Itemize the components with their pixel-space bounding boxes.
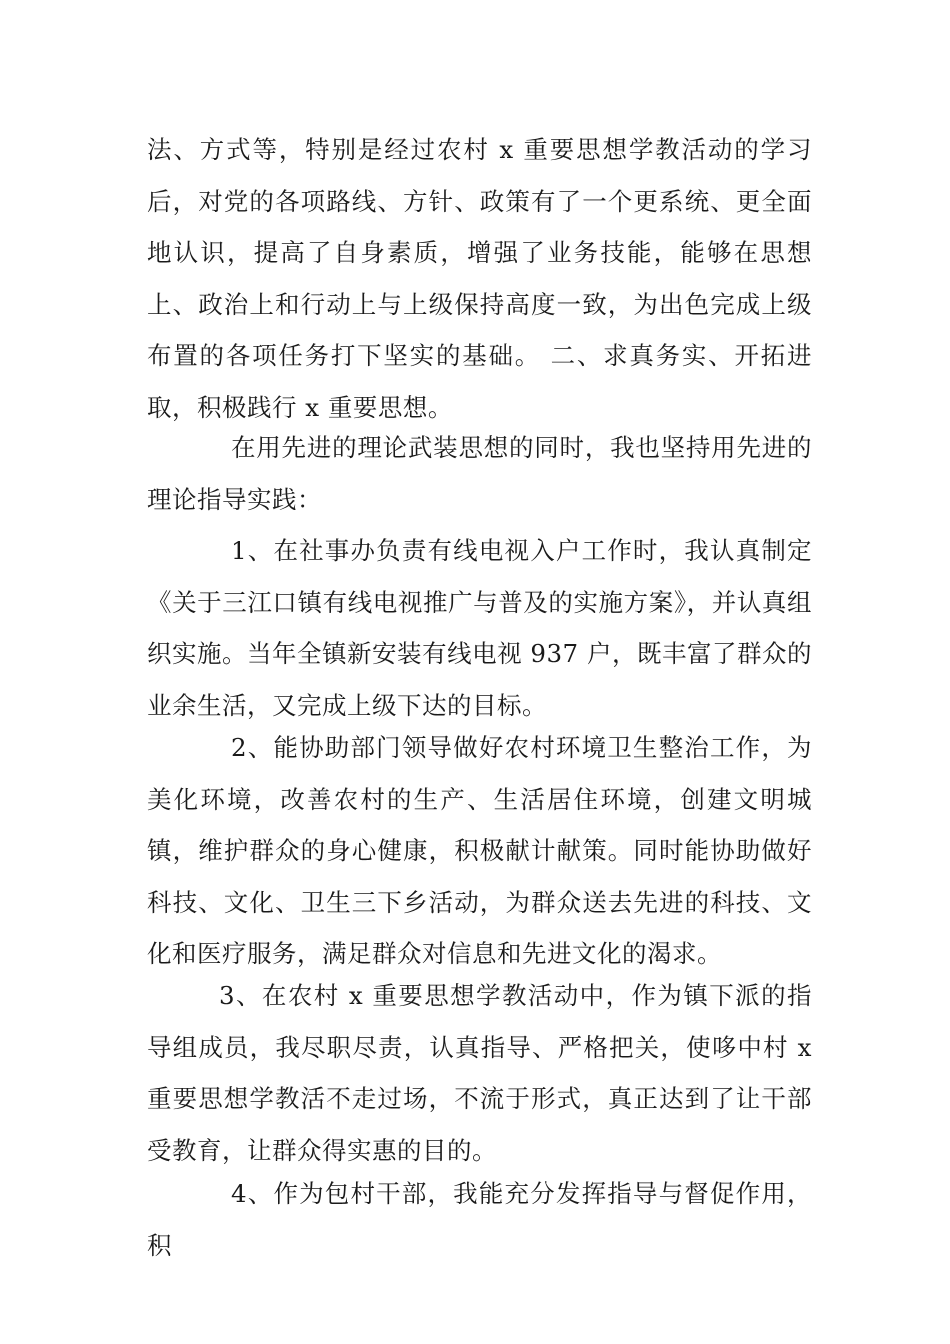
paragraph-item-4 [147,1168,812,1271]
paragraph-4: 2、能协助部门领导做好农村环境卫生整治工作，为美化环境，改善农村的生产、生活居住环境，创建文明城镇，维护群众的身心健康，积极献计献策。同时能协助做好科技、文化、卫生三下乡活动，为群众送去先进的科技、文化和医疗服务，满足群众对信息和先进文化的渴求。 [147,733,812,968]
paragraph-item-2 [147,722,812,980]
paragraph-5: 3、在农村 x 重要思想学教活动中，作为镇下派的指导组成员，我尽职尽责，认真指导、严格把关，使哆中村 x 重要思想学教活不走过场，不流于形式，真正达到了让干部受教育，让群众得实惠的目的。 [147,981,812,1165]
paragraph-item-3 [147,970,812,1176]
paragraph-3: 1、在社事办负责有线电视入户工作时，我认真制定《关于三江口镇有线电视推广与普及的实施方案》，并认真组织实施。当年全镇新安装有线电视 937 户，既丰富了群众的业余生活，又完成上级下达的目标。 [147,536,812,720]
paragraph-1: 法、方式等，特别是经过农村 x 重要思想学教活动的学习后，对党的各项路线、方针、政策有了一个更系统、更全面地认识，提高了自身素质，增强了业务技能，能够在思想上、政治上和行动上与上级保持高度一致，为出色完成上级布置的各项任务打下坚实的基础。 二、求真务实、开拓进取，积极践行 x 重要思想。 [147,135,812,422]
paragraph-6: 4、作为包村干部，我能充分发挥指导与督促作用，积 [147,1179,812,1260]
paragraph-theory-practice [147,422,812,525]
paragraph-item-1 [147,525,812,731]
paragraph-2: 在用先进的理论武装思想的同时，我也坚持用先进的理论指导实践： [147,433,812,514]
paragraph-continuation [147,124,812,433]
